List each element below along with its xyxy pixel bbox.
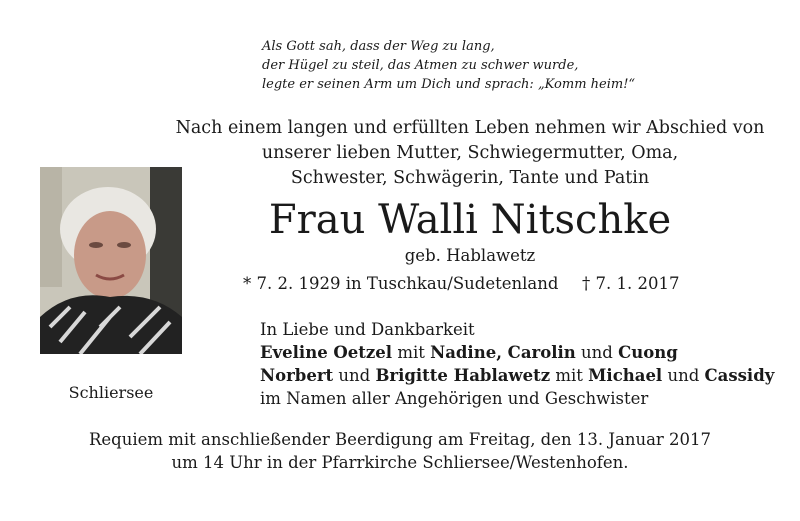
family-name: Cassidy	[704, 366, 775, 385]
intro-line: unserer lieben Mutter, Schwiegermutter, Oma,	[261, 143, 679, 163]
family-connector: und	[333, 366, 376, 385]
service-info	[40, 428, 760, 474]
family-line: im Namen aller Angehörigen und Geschwister	[260, 389, 649, 408]
family-connector: und	[575, 343, 619, 362]
intro-line: Schwester, Schwägerin, Tante und Patin	[290, 168, 650, 188]
family-connector: mit	[550, 366, 589, 385]
poem-line: Als Gott sah, dass der Weg zu lang,	[262, 39, 495, 54]
service-line: Requiem mit anschließender Beerdigung am Freitag, den 13. Januar 2017	[88, 430, 712, 449]
intro-text	[160, 116, 780, 191]
intro-line: Nach einem langen und erfüllten Leben nehmen wir Abschied von	[175, 118, 765, 138]
family-connector: und	[662, 366, 705, 385]
family-connector: mit	[392, 343, 431, 362]
family-name: Brigitte Hablawetz	[375, 366, 551, 385]
family-name: Nadine, Carolin	[430, 343, 576, 362]
family-signatures	[260, 318, 774, 410]
family-line: In Liebe und Dankbarkeit	[260, 320, 475, 339]
birth-date: * 7. 2. 1929 in Tuschkau/Sudetenland	[243, 274, 559, 293]
deceased-name: Frau Walli Nitschke	[268, 197, 672, 243]
birth-name: geb. Hablawetz	[404, 246, 536, 265]
family-name: Norbert	[260, 366, 334, 385]
family-line	[260, 341, 774, 364]
poem-line: der Hügel zu steil, das Atmen zu schwer wurde,	[262, 58, 579, 73]
place-label: Schliersee	[68, 383, 154, 402]
service-line: um 14 Uhr in der Pfarrkirche Schliersee/Westenhofen.	[171, 453, 629, 472]
family-name: Eveline Oetzel	[260, 343, 393, 362]
family-line	[260, 364, 774, 387]
poem	[262, 37, 635, 94]
family-name: Cuong	[618, 343, 678, 362]
death-date: † 7. 1. 2017	[582, 274, 680, 293]
poem-line: legte er seinen Arm um Dich und sprach: „Komm heim!“	[262, 77, 636, 92]
family-name: Michael	[588, 366, 663, 385]
portrait-photo	[40, 167, 182, 354]
